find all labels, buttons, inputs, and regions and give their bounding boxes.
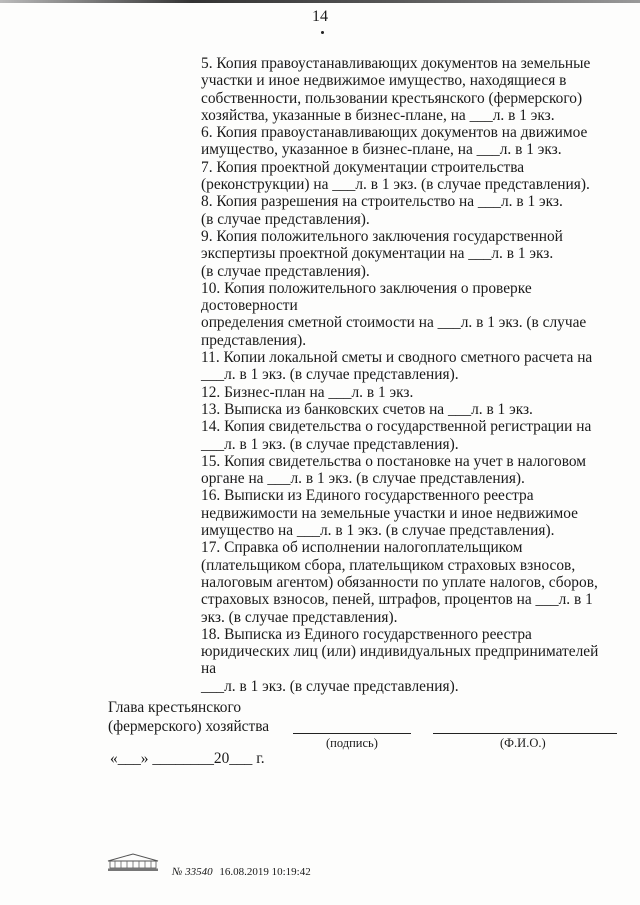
document-list — [201, 55, 611, 695]
document-timestamp: 16.08.2019 10:19:42 — [219, 866, 311, 878]
document-number: № 33540 — [172, 866, 213, 878]
page-number: 14 — [312, 8, 328, 25]
scan-dot — [321, 31, 324, 34]
scan-edge-line — [0, 0, 640, 3]
list-item: 9. Копия положительного заключения государственной экспертизы проектной документации на ___л. в 1 экз. (в случае представления). — [201, 227, 563, 280]
signatory-title-text: Глава крестьянского (фермерского) хозяйства — [108, 699, 270, 735]
list-item: 18. Выписка из Единого государственного реестра юридических лиц (или) индивидуальных предпринимателей на ___л. в 1 экз. (в случае представления). — [201, 625, 599, 695]
list-item: 14. Копия свидетельства о государственной регистрации на ___л. в 1 экз. (в случае представления). — [201, 418, 592, 453]
list-item: 15. Копия свидетельства о постановке на учет в налоговом органе на ___л. в 1 экз. (в случае представления). — [201, 452, 587, 488]
building-stamp-icon — [106, 852, 160, 872]
signature-line — [293, 733, 411, 734]
list-item: 11. Копии локальной сметы и сводного сметного расчета на ___л. в 1 экз. (в случае представления). — [201, 349, 593, 384]
name-caption: (Ф.И.О.) — [500, 736, 546, 750]
list-item: 12. Бизнес-план на ___л. в 1 экз. — [201, 383, 414, 401]
list-item: 6. Копия правоустанавливающих документов на движимое имущество, указанное в бизнес-плане, на ___л. в 1 экз. — [201, 124, 588, 159]
signature-caption: (подпись) — [326, 736, 378, 750]
list-item: 7. Копия проектной документации строительства (реконструкции) на ___л. в 1 экз. (в случае представления). — [201, 158, 590, 194]
list-item: 8. Копия разрешения на строительство на ___л. в 1 экз. (в случае представления). — [201, 193, 563, 228]
name-line — [433, 733, 617, 734]
list-item: 17. Справка об исполнении налогоплательщиком (плательщиком сбора, плательщиком страховых взносов, налоговым агентом) обязанности по уплате налогов, сборов, страховых взносов, пеней, штрафов, процентов на ___л. в 1 экз. (в случае представления). — [201, 539, 598, 626]
signatory-title — [108, 698, 269, 736]
list-item: 13. Выписка из банковских счетов на ___л. в 1 экз. — [201, 400, 533, 418]
document-footer — [172, 866, 311, 878]
list-item: 10. Копия положительного заключения о проверке достоверности определения сметной стоимости на ___л. в 1 экз. (в случае представления). — [201, 279, 587, 349]
list-item: 5. Копия правоустанавливающих документов на земельные участки и иное недвижимое имущество, находящиеся в собственности, пользовании крестьянского (фермерского) хозяйства, указанные в бизнес-плане, на ___л. в 1 экз. — [201, 55, 591, 124]
date-template: «___» ________20___ г. — [110, 750, 265, 767]
list-item: 16. Выписки из Единого государственного реестра недвижимости на земельные участки и иное недвижимое имущество на ___л. в 1 экз. (в случае представления). — [201, 487, 578, 540]
